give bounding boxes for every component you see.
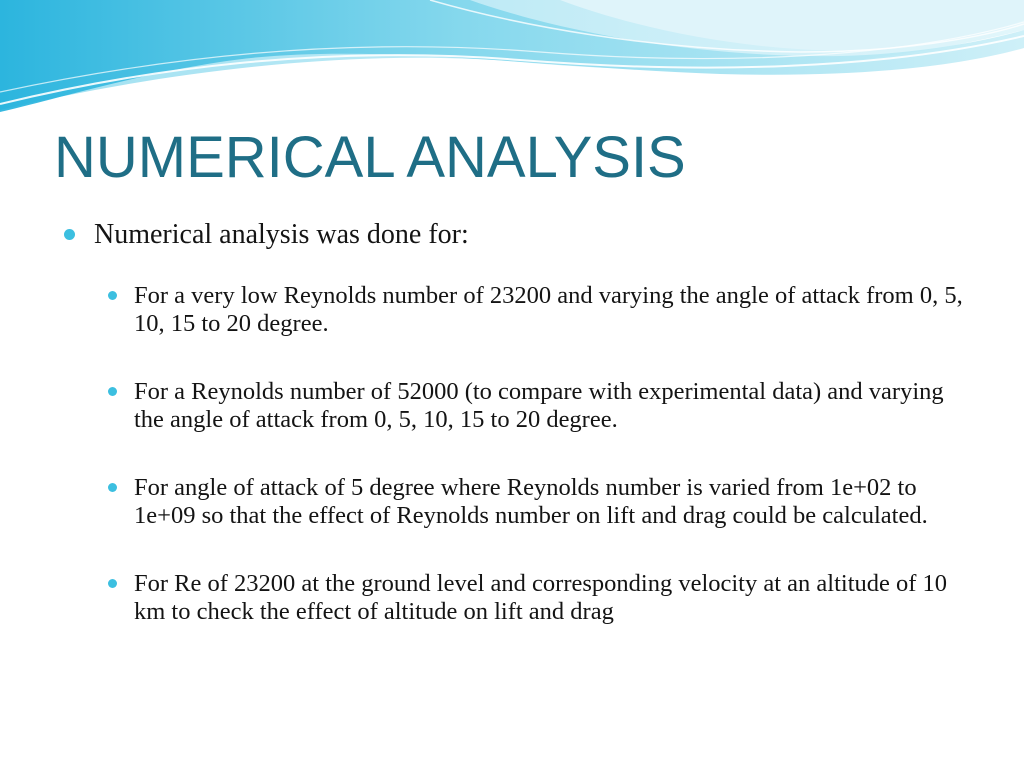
- wave-header-decoration: [0, 0, 1024, 120]
- sub-bullet-text: For a Reynolds number of 52000 (to compare with experimental data) and varying the angle of attack from 0, 5, 10, 15 to 20 degree.: [134, 378, 944, 433]
- sub-bullet-list: [62, 282, 972, 626]
- bullet-item: [62, 218, 972, 252]
- bullet-text: Numerical analysis was done for:: [94, 219, 469, 250]
- bullet-dot-icon: [64, 229, 75, 240]
- slide-title: NUMERICAL ANALYSIS: [54, 125, 686, 190]
- sub-bullet-item: [104, 378, 972, 434]
- sub-bullet-dot-icon: [108, 291, 117, 300]
- sub-bullet-item: [104, 570, 972, 626]
- sub-bullet-text: For a very low Reynolds number of 23200 and varying the angle of attack from 0, 5, 10, 15 to 20 degree.: [134, 282, 963, 337]
- slide-content: [62, 218, 972, 666]
- sub-bullet-dot-icon: [108, 579, 117, 588]
- sub-bullet-text: For angle of attack of 5 degree where Reynolds number is varied from 1e+02 to 1e+09 so that the effect of Reynolds number on lift and drag could be calculated.: [134, 474, 928, 529]
- sub-bullet-dot-icon: [108, 387, 117, 396]
- sub-bullet-dot-icon: [108, 483, 117, 492]
- sub-bullet-item: [104, 474, 972, 530]
- sub-bullet-text: For Re of 23200 at the ground level and corresponding velocity at an altitude of 10 km to check the effect of altitude on lift and drag: [134, 570, 948, 625]
- sub-bullet-item: [104, 282, 972, 338]
